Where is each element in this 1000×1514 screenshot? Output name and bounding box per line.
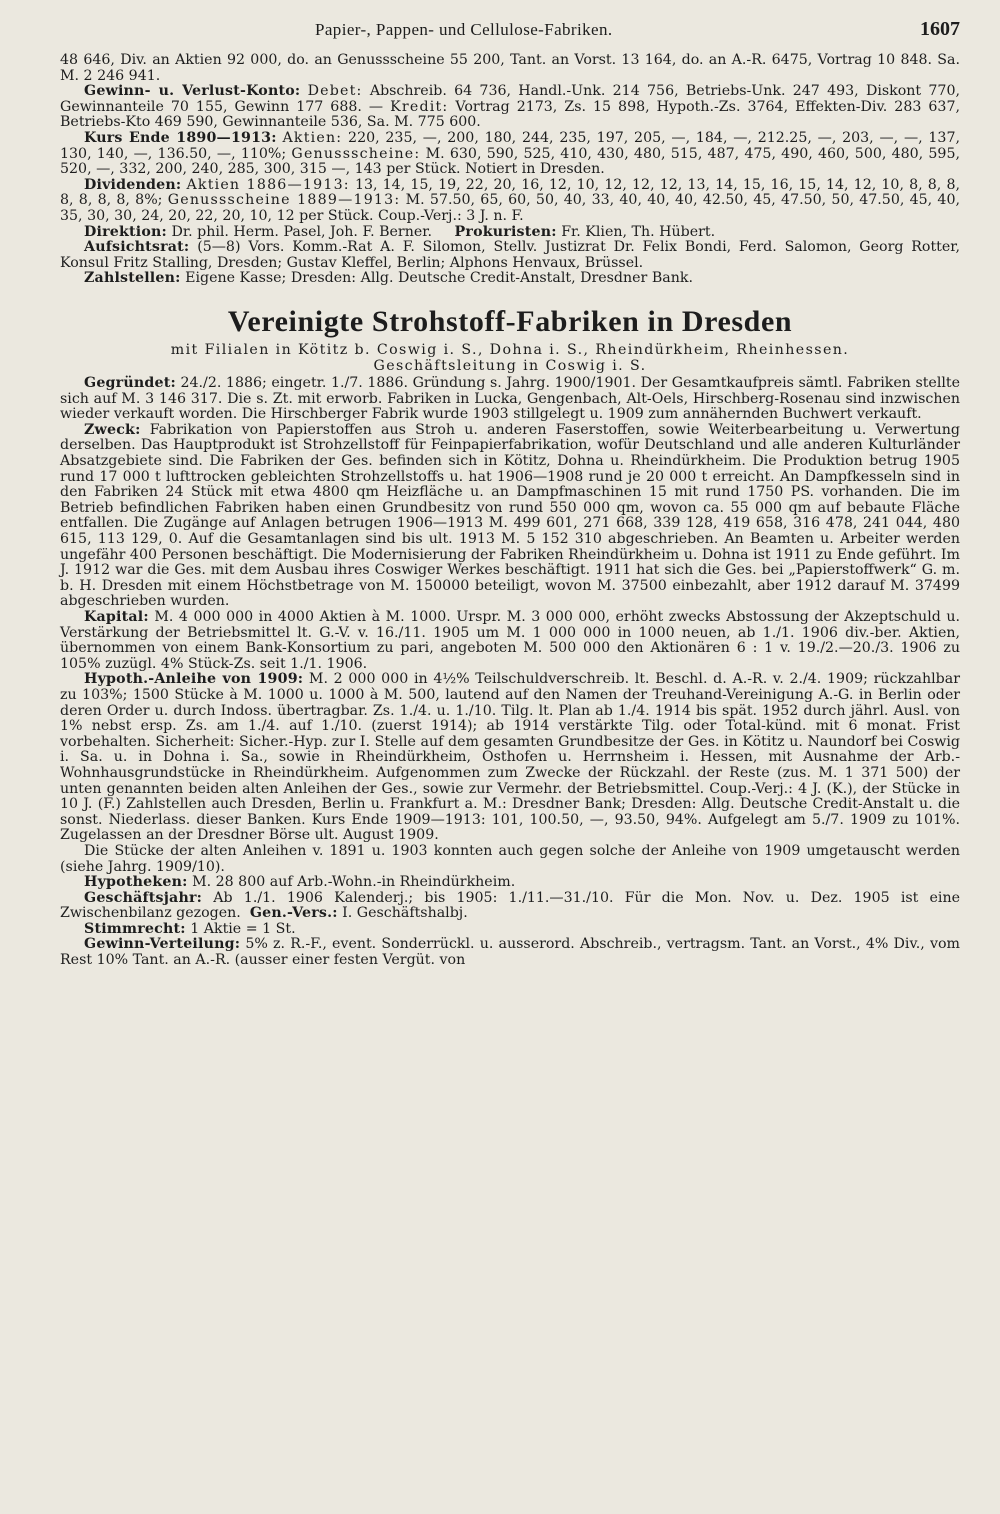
capital-paragraph: Kapital: M. 4 000 000 in 4000 Aktien à M. 1000. Urspr. M. 3 000 000, erhöht zwecks Abstossung der Akzeptschuld u. Verstärkung der Betriebsmittel lt. G.-V. v. 16./11. 1905 um M. 1 000 000 in 1000 neuen, ab 1./1. 1906 div.-ber. Aktien, übernommen von einem Bank-Konsortium zu pari, angeboten M. 500 000 den Aktionären 6 : 1 v. 19./2.—20./3. 1906 zu 105% zuzügl. 4% Stück-Zs. seit 1./1. 1906. (60, 609, 960, 672)
supervisory-board-paragraph: Aufsichtsrat: (5—8) Vors. Komm.-Rat A. F. Silomon, Stellv. Justizrat Dr. Felix Bondi, Ferd. Salomon, Georg Rotter, Konsul Fritz Stalling, Dresden; Gustav Kleffel, Berlin; Alphons Henvaux, Brüssel. (60, 239, 961, 271)
mortgages-paragraph: Hypotheken: M. 28 800 auf Arb.-Wohn.-in Rheindürkheim. (84, 874, 516, 891)
share-price-paragraph: Kurs Ende 1890—1913: Aktien: 220, 235, —, 200, 180, 244, 235, 197, 205, —, 184, —, 212.25, —, 203, —, —, 137, 130, 140, —, 136.50, —, 110%; Genussscheine: M. 630, 590, 525, 410, 430, 480, 515, 487, 475, 490, 460, 500, 480, 595, 520, —, 332, 200, 240, 285, 300, 315 —, 143 per Stück. Notiert in Dresden. (60, 129, 960, 178)
management-paragraph: Direktion: Dr. phil. Herm. Pasel, Joh. F. Berner. Prokuristen: Fr. Klien, Th. Hübert. (84, 223, 716, 240)
purpose-paragraph: Zweck: Fabrikation von Papierstoffen aus Stroh u. anderen Faserstoffen, sowie Weiterbearbeitung u. Verwertung derselben. Das Hauptprodukt ist Strohzellstoff für Feinpapierfabrikation, wofür Deutschland und alle anderen Kulturländer Absatzgebiete sind. Die Fabriken der Ges. befinden sich in Kötitz, Dohna u. Rheindürkheim. Die Produktion betrug 1905 rund 17 000 t lufttrocken gebleichten Strohzellstoffs u. hat 1906—1908 rund je 20 000 t erreicht. An Dampfkesseln sind in den Fabriken 24 Stück mit etwa 4800 qm Heizfläche u. an Dampfmaschinen 15 mit rund 1750 PS. vorhanden. Die im Betrieb befindlichen Fabriken haben einen Grundbesitz von rund 550 000 qm, wovon ca. 55 000 qm auf bebaute Fläche entfallen. Die Zugänge auf Anlagen betrugen 1906—1913 M. 499 601, 271 668, 339 128, 419 658, 316 478, 241 044, 480 615, 113 129, 0. Auf die Gesamtanlagen sind bis ult. 1913 M. 5 152 310 abgeschrieben. An Beamten u. Arbeiter werden ungefähr 400 Personen beschäftigt. Die Modernisierung der Fabriken Rheindürkheim u. Dohna ist 1911 zu Ende geführt. Im J. 1912 war die Ges. mit dem Ausbau ihres Coswiger Werkes beschäftigt. 1911 hat sich die Ges. bei „Papierstoffwerk“ G. m. b. H. Dresden mit einem Höchstbetrage von M. 150000 beteiligt, wovon M. 37500 einbezahlt, aber 1912 darauf M. 37499 abgeschrieben wurden. (60, 421, 961, 610)
page-number: 1607 (920, 18, 960, 40)
old-loans-paragraph: Die Stücke der alten Anleihen v. 1891 u. 1903 konnten auch gegen solche der Anleihe von 1909 umgetauscht werden (siehe Jahrg. 1909/10). (60, 842, 960, 875)
mortgage-loan-paragraph: Hypoth.-Anleihe von 1909: M. 2 000 000 in 4½% Teilschuldverschreib. lt. Beschl. d. A.-R. v. 2./4. 1909; rückzahlbar zu 103%; 1500 Stücke à M. 1000 u. 1000 à M. 500, lautend auf den Namen der Treuhand-Vereinigung A.-G. in Berlin oder deren Order u. durch Indoss. übertragbar. Zs. 1./4. u. 1./10. Tilg. lt. Plan ab 1./4. 1914 bis spät. 1952 durch jährl. Ausl. von 1% nebst ersp. Zs. am 1./4. auf 1./10. (zuerst 1914); ab 1914 verstärkte Tilg. oder Total-künd. mit 6 monat. Frist vorbehalten. Sicherheit: Sicher.-Hyp. zur I. Stelle auf dem gesamten Grundbesitze der Ges. in Kötitz u. Naundorf bei Coswig i. Sa. u. in Dohna i. Sa., sowie in Rheindürkheim, Osthofen u. Herrnsheim i. Hessen, mit Ausnahme der Arb.-Wohnhausgrundstücke in Rheindürkheim. Aufgenommen zum Zwecke der Rückzahl. der Reste (zus. M. 1 371 500) der unten genannten beiden alten Anleihen der Ges., sowie zur Vermehr. der Betriebsmittel. Coup.-Verj.: 4 J. (K.), der Stücke in 10 J. (F.) Zahlstellen auch Dresden, Berlin u. Frankfurt a. M.: Dresdner Bank; Dresden: Allg. Deutsche Credit-Anstalt u. die sonst. Niederlass. dieser Banken. Kurs Ende 1909—1913: 101, 100.50, —, 93.50, 94%. Aufgelegt am 5./7. 1909 zu 101%. Zugelassen an der Dresdner Börse ult. August 1909. (60, 671, 960, 844)
fiscal-year-paragraph: Geschäftsjahr: Ab 1./1. 1906 Kalenderj.; bis 1905: 1./11.—31./10. Für die Mon. Nov. u. Dez. 1905 ist eine Zwischenbilanz gezogen. Gen.-Vers.: I. Geschäftshalbj. (60, 889, 961, 922)
profit-distribution-paragraph: 48 646, Div. an Aktien 92 000, do. an Genussscheine 55 200, Tant. an Vorst. 13 164, do. an A.-R. 6475, Vortrag 10 848. Sa. M. 2 246 941. (60, 52, 960, 84)
company-subtitle-management: Geschäftsleitung in Coswig i. S. (373, 357, 647, 374)
founded-paragraph: Gegründet: 24./2. 1886; eingetr. 1./7. 1886. Gründung s. Jahrg. 1900/1901. Der Gesamtkaufpreis sämtl. Fabriken stellte sich auf M. 3 146 317. Die s. Zt. mit erworb. Fabriken in Lucka, Gengenbach, Alt-Oels, Hirschberg-Rosenau sind inzwischen wieder verkauft worden. Die Hirschberger Fabrik wurde 1903 stillgelegt u. 1909 zum annähernden Buchwert verkauft. (60, 375, 960, 423)
dividends-paragraph: Dividenden: Aktien 1886—1913: 13, 14, 15, 19, 22, 20, 16, 12, 10, 12, 12, 12, 13, 14, 15, 16, 15, 14, 12, 10, 8, 8, 8, 8, 8, 8, 8, 8%; Genussscheine 1889—1913: M. 57.50, 65, 60, 50, 40, 33, 40, 40, 40, 42.50, 45, 47.50, 50, 47.50, 45, 40, 35, 30, 30, 24, 20, 22, 20, 10, 12 per Stück. Coup.-Verj.: 3 J. n. F. (60, 176, 960, 224)
voting-right-paragraph: Stimmrecht: 1 Aktie = 1 St. (84, 920, 296, 937)
running-title: Papier-, Pappen- und Cellulose-Fabriken. (315, 20, 613, 39)
company-heading: Vereinigte Strohstoff-Fabriken in Dresden (227, 304, 793, 338)
company-subtitle-branches: mit Filialen in Kötitz b. Coswig i. S., Dohna i. S., Rheindürkheim, Rheinhessen. (170, 341, 850, 358)
company-entry (60, 376, 960, 969)
page-header (60, 18, 960, 41)
paying-agents-paragraph: Zahlstellen: Eigene Kasse; Dresden: Allg. Deutsche Credit-Anstalt, Dresdner Bank. (84, 270, 693, 287)
previous-company-entry (60, 53, 960, 287)
profit-distribution-rules-paragraph: Gewinn-Verteilung: 5% z. R.-F., event. Sonderrückl. u. ausserord. Abschreib., vertragsm. Tant. an Vorst., 4% Div., vom Rest 10% Tant. an A.-R. (ausser einer festen Vergüt. von (60, 936, 960, 969)
profit-loss-account-paragraph: Gewinn- u. Verlust-Konto: Debet: Abschreib. 64 736, Handl.-Unk. 214 756, Betriebs-Unk. 247 493, Diskont 770, Gewinnanteile 70 155, Gewinn 177 688. — Kredit: Vortrag 2173, Zs. 15 898, Hypoth.-Zs. 3764, Effekten-Div. 283 637, Betriebs-Kto 469 590, Gewinnanteile 536, Sa. M. 775 600. (60, 83, 960, 131)
